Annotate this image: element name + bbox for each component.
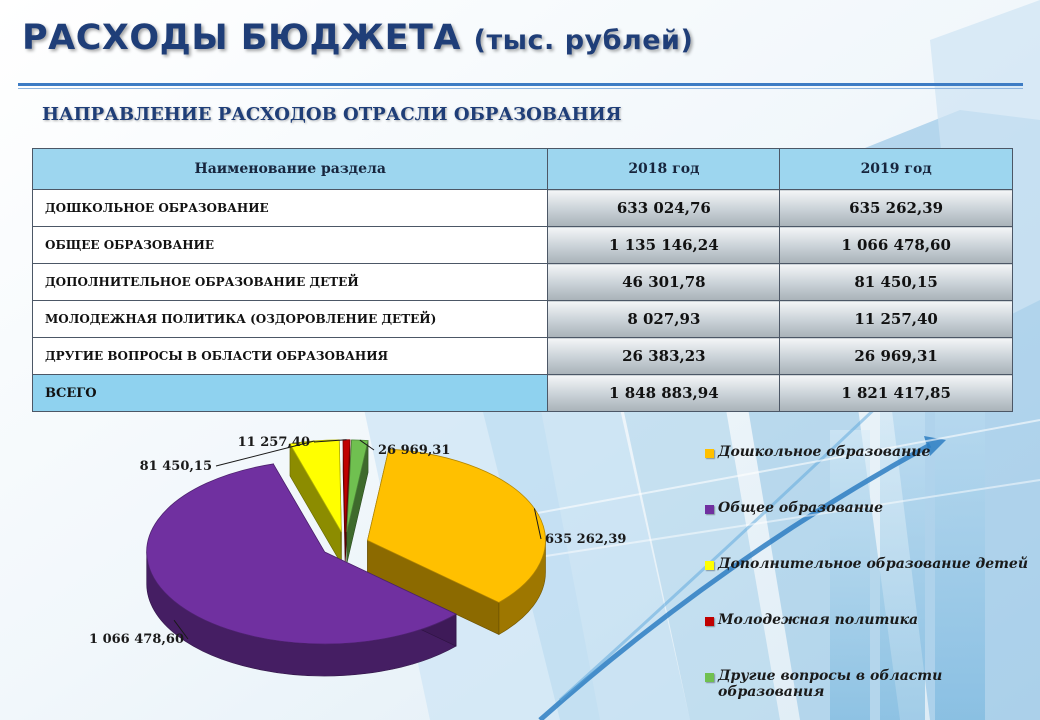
row-value-2019: 11 257,40 bbox=[780, 301, 1013, 338]
legend-swatch-icon bbox=[705, 505, 714, 514]
header-section-name: Наименование раздела bbox=[33, 149, 548, 190]
legend-swatch-icon bbox=[705, 617, 714, 626]
legend-swatch-icon bbox=[705, 561, 714, 570]
row-value-2019: 81 450,15 bbox=[780, 264, 1013, 301]
row-value-2019: 1 066 478,60 bbox=[780, 227, 1013, 264]
section-subtitle: НАПРАВЛЕНИЕ РАСХОДОВ ОТРАСЛИ ОБРАЗОВАНИЯ bbox=[42, 104, 622, 125]
pie-data-label: 1 066 478,60 bbox=[89, 632, 184, 647]
row-value-2018: 46 301,78 bbox=[548, 264, 780, 301]
legend-item bbox=[705, 668, 948, 700]
legend-label: Другие вопросы в области образования bbox=[718, 668, 943, 700]
legend-label: Дошкольное образование bbox=[718, 444, 931, 460]
pie-data-label: 11 257,40 bbox=[237, 435, 310, 450]
row-name: ДОШКОЛЬНОЕ ОБРАЗОВАНИЕ bbox=[33, 190, 548, 227]
legend-label: Дополнительное образование детей bbox=[718, 556, 1029, 572]
row-value-2018: 26 383,23 bbox=[548, 338, 780, 375]
legend-item bbox=[705, 612, 918, 628]
header-2018: 2018 год bbox=[548, 149, 780, 190]
total-value-2018: 1 848 883,94 bbox=[548, 375, 780, 412]
total-label: ВСЕГО bbox=[33, 375, 548, 412]
pie-data-label: 26 969,31 bbox=[378, 443, 451, 458]
legend-swatch-icon bbox=[705, 673, 714, 682]
legend-label: Молодежная политика bbox=[718, 612, 919, 628]
legend-item bbox=[705, 556, 1028, 572]
legend-item bbox=[705, 444, 930, 460]
header-2019: 2019 год bbox=[780, 149, 1013, 190]
row-value-2019: 635 262,39 bbox=[780, 190, 1013, 227]
row-value-2018: 1 135 146,24 bbox=[548, 227, 780, 264]
row-value-2019: 26 969,31 bbox=[780, 338, 1013, 375]
legend-swatch-icon bbox=[705, 449, 714, 458]
row-name: МОЛОДЕЖНАЯ ПОЛИТИКА (ОЗДОРОВЛЕНИЕ ДЕТЕЙ) bbox=[33, 301, 548, 338]
page-title-unit: (тыс. рублей) bbox=[473, 25, 694, 56]
row-value-2018: 633 024,76 bbox=[548, 190, 780, 227]
pie-data-label: 635 262,39 bbox=[545, 532, 627, 547]
page-title-main: РАСХОДЫ БЮДЖЕТА bbox=[22, 18, 461, 58]
legend-item bbox=[705, 500, 883, 516]
total-value-2019: 1 821 417,85 bbox=[780, 375, 1013, 412]
row-name: ДОПОЛНИТЕЛЬНОЕ ОБРАЗОВАНИЕ ДЕТЕЙ bbox=[33, 264, 548, 301]
legend-label: Общее образование bbox=[718, 500, 884, 516]
row-name: ОБЩЕЕ ОБРАЗОВАНИЕ bbox=[33, 227, 548, 264]
row-value-2018: 8 027,93 bbox=[548, 301, 780, 338]
pie-data-label: 81 450,15 bbox=[139, 459, 212, 474]
row-name: ДРУГИЕ ВОПРОСЫ В ОБЛАСТИ ОБРАЗОВАНИЯ bbox=[33, 338, 548, 375]
